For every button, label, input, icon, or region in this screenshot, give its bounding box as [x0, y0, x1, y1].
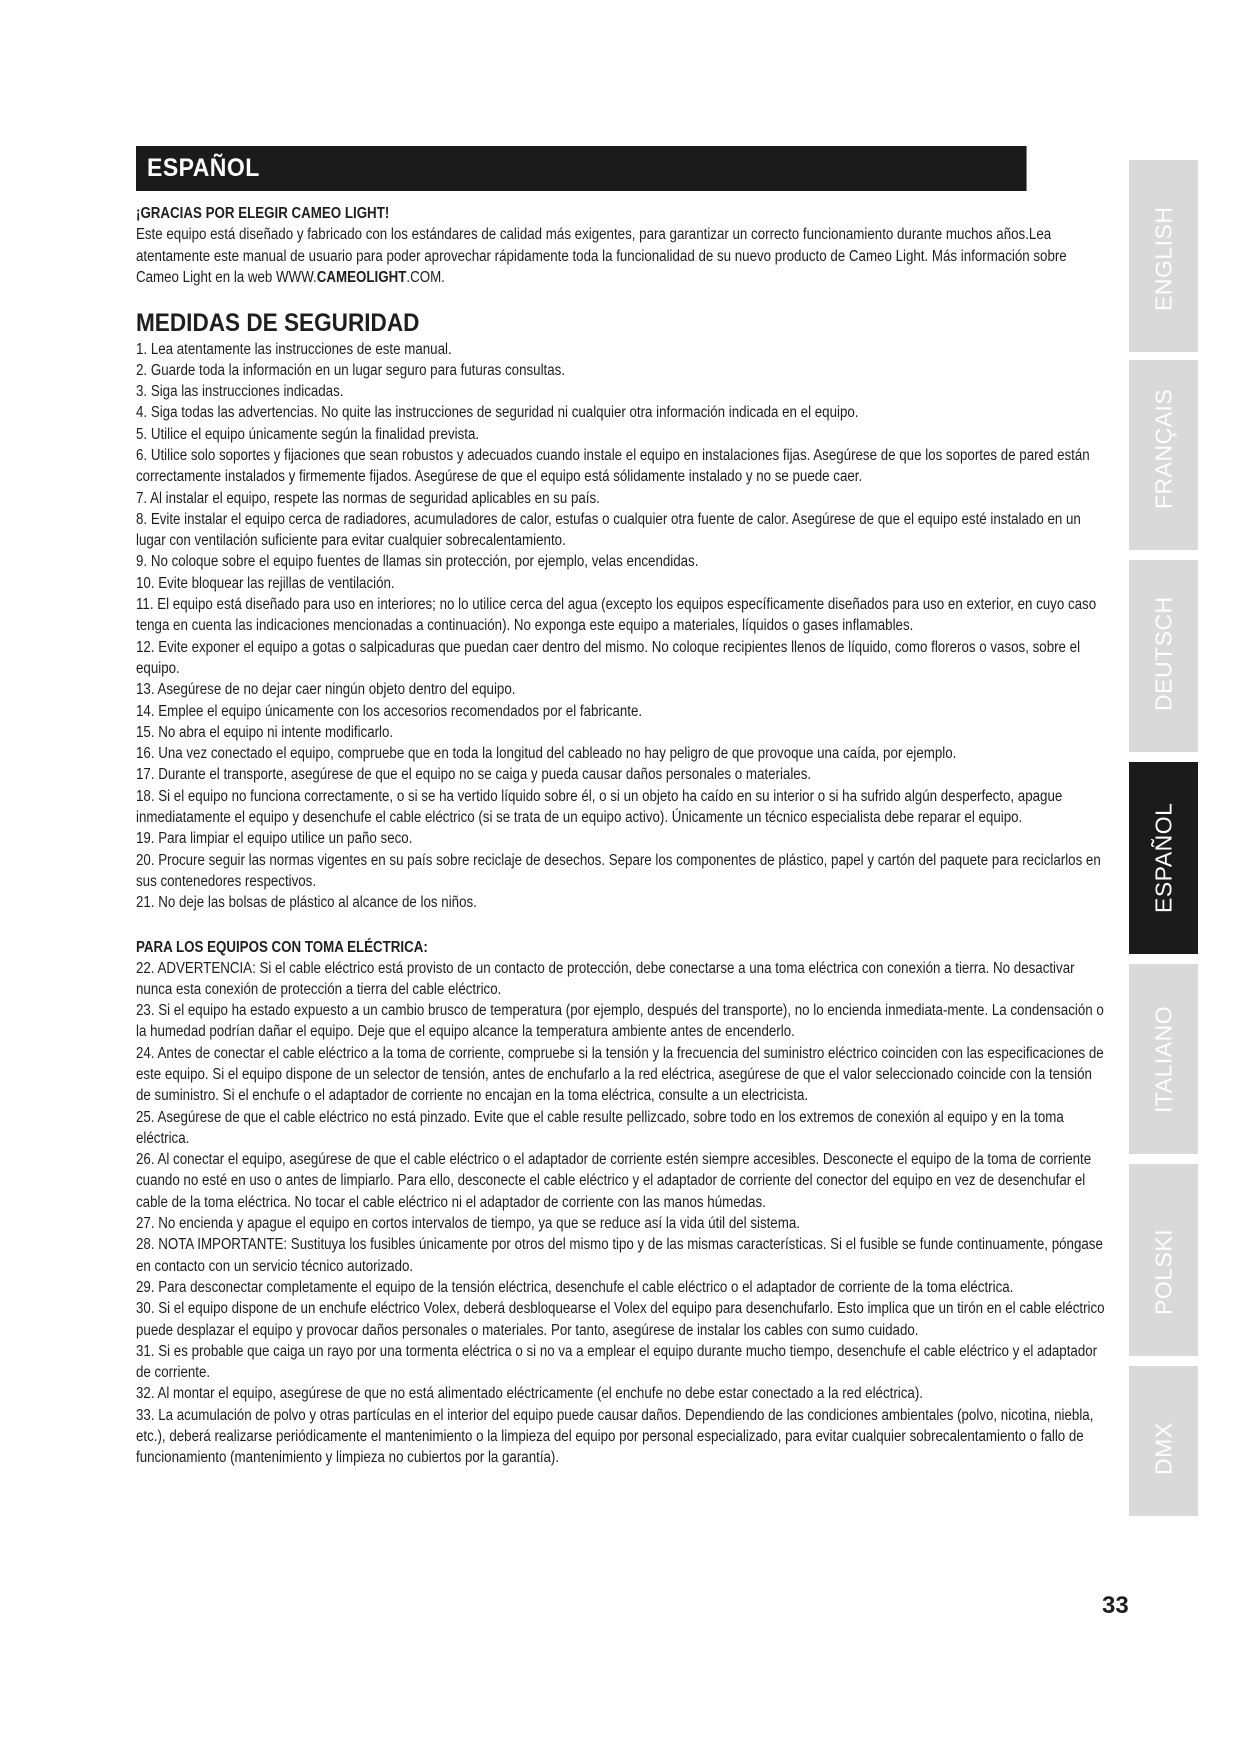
list-item: 3. Siga las instrucciones indicadas.	[136, 383, 344, 401]
list-item: 2. Guarde toda la información en un lugar seguro para futuras consultas.	[136, 361, 566, 379]
list-item: 33. La acumulación de polvo y otras partículas en el interior del equipo puede causar daños. Dependiendo de las condiciones ambientales (polvo, nicotina, niebla, etc.), deberá realizarse periódicamente el mantenimiento o la limpieza del equipo por personal especializado, para evitar cualquier sobrecalentamiento o fallo de funcionamiento (mantenimiento y limpieza no cubiertos por la garantía).	[136, 1406, 1094, 1467]
tab-label: ITALIANO	[1150, 1005, 1176, 1113]
tab-italiano[interactable]	[1129, 964, 1198, 1154]
tab-espanol[interactable]	[1129, 762, 1198, 954]
main-content	[136, 204, 1106, 1469]
list-item: 18. Si el equipo no funciona correctamente, o si se ha vertido líquido sobre él, o si un objeto ha caído en su interior o si ha sufrido algún desperfecto, apague inmediatamente el equipo y desenchufe el cable eléctrico (si se trata de un equipo activo). Únicamente un técnico especialista debe reparar el equipo.	[136, 787, 1063, 827]
list-item: 8. Evite instalar el equipo cerca de radiadores, acumuladores de calor, estufas o cualquier otra fuente de calor. Asegúrese de que el equipo esté instalado en un lugar con ventilación suficiente para evitar cualquier sobrecalentamiento.	[136, 510, 1081, 550]
text-column	[136, 204, 1106, 1469]
list-item: 11. El equipo está diseñado para uso en interiores; no lo utilice cerca del agua (excepto los equipos específicamente diseñados para uso en exterior, en cuyo caso tenga en cuenta las indicaciones mencionadas a continuación). No exponga este equipo a materiales, líquidos o gases inflamables.	[136, 596, 1097, 635]
list-item: 27. No encienda y apague el equipo en cortos intervalos de tiempo, ya que se reduce así la vida útil del sistema.	[136, 1215, 800, 1233]
tab-deutsch[interactable]	[1129, 560, 1198, 752]
electrical-list	[136, 958, 1106, 1469]
list-item: 15. No abra el equipo ni intente modificarlo.	[136, 723, 394, 741]
list-item: 19. Para limpiar el equipo utilice un paño seco.	[136, 830, 413, 848]
tab-label: ENGLISH	[1150, 206, 1176, 311]
list-item: 10. Evite bloquear las rejillas de ventilación.	[136, 574, 395, 592]
intro-text: Este equipo está diseñado y fabricado con los estándares de calidad más exigentes, para garantizar un correcto funcionamiento durante muchos años.Lea atentamente este manual de usuario para poder aprovechar rápidamente toda la funcionalidad de su nuevo producto de Cameo Light. Más información sobre Cameo Light en la web WWW.	[136, 226, 1067, 286]
list-item: 29. Para desconectar completamente el equipo de la tensión eléctrica, desenchufe el cable eléctrico o el adaptador de corriente de la toma eléctrica.	[136, 1278, 1014, 1296]
tab-english[interactable]	[1129, 160, 1198, 352]
list-item: 22. ADVERTENCIA: Si el cable eléctrico está provisto de un contacto de protección, debe conectarse a una toma eléctrica con conexión a tierra. No desactivar nunca esta conexión de protección a tierra del cable eléctrico.	[136, 959, 1075, 998]
electrical-heading: PARA LOS EQUIPOS CON TOMA ELÉCTRICA:	[136, 938, 428, 956]
list-item: 6. Utilice solo soportes y fijaciones que sean robustos y adecuados cuando instale el equipo en instalaciones fijas. Asegúrese de que los soportes de pared están correctamente instalados y firmemente fijados. Asegúrese de que el equipo está sólidamente instalado y no se puede caer.	[136, 446, 1090, 486]
list-item: 23. Si el equipo ha estado expuesto a un cambio brusco de temperatura (por ejemplo, después del transporte), no lo encienda inmediata-mente. La condensación o la humedad podrían dañar el equipo. Deje que el equipo alcance la temperatura ambiente antes de encenderlo.	[136, 1002, 1104, 1041]
list-item: 12. Evite exponer el equipo a gotas o salpicaduras que puedan caer dentro del mismo. No coloque recipientes llenos de líquido, como floreros o vasos, sobre el equipo.	[136, 638, 1081, 677]
tab-francais[interactable]	[1129, 360, 1198, 550]
list-item: 4. Siga todas las advertencias. No quite las instrucciones de seguridad ni cualquier otra información indicada en el equipo.	[136, 404, 859, 422]
section-title: ESPAÑOL	[147, 154, 260, 182]
list-item: 24. Antes de conectar el cable eléctrico a la toma de corriente, compruebe si la tensión y la frecuencia del suministro eléctrico coinciden con las especificaciones de este equipo. Si el equipo dispone de un selector de tensión, antes de enchufarlo a la red eléctrica, asegúrese de que el valor seleccionado coincide con la tensión de suministro. Si el enchufe o el adaptador de corriente no encajan en la toma eléctrica, consulte a un electricista.	[136, 1044, 1104, 1105]
list-item: 13. Asegúrese de no dejar caer ningún objeto dentro del equipo.	[136, 681, 516, 699]
list-item: 25. Asegúrese de que el cable eléctrico no está pinzado. Evite que el cable resulte pellizcado, sobre todo en los extremos de conexión al equipo y en la toma eléctrica.	[136, 1108, 1064, 1147]
list-item: 1. Lea atentamente las instrucciones de este manual.	[136, 340, 452, 358]
tab-label: DEUTSCH	[1150, 596, 1176, 711]
list-item: 32. Al montar el equipo, asegúrese de que no está alimentado eléctricamente (el enchufe no debe estar conectado a la red eléctrica).	[136, 1385, 923, 1403]
tab-polski[interactable]	[1129, 1164, 1198, 1356]
intro-title: ¡GRACIAS POR ELEGIR CAMEO LIGHT!	[136, 205, 390, 222]
list-item: 5. Utilice el equipo únicamente según la finalidad prevista.	[136, 425, 480, 443]
safety-heading: MEDIDAS DE SEGURIDAD	[136, 308, 420, 337]
list-item: 16. Una vez conectado el equipo, compruebe que en toda la longitud del cableado no hay peligro de que provoque una caída, por ejemplo.	[136, 745, 957, 763]
list-item: 9. No coloque sobre el equipo fuentes de llamas sin protección, por ejemplo, velas encendidas.	[136, 553, 699, 571]
list-item: 30. Si el equipo dispone de un enchufe eléctrico Volex, deberá desbloquearse el Volex del equipo para desenchufarlo. Esto implica que un tirón en el cable eléctrico puede desplazar el equipo y provocar daños personales o materiales. Por tanto, asegúrese de instalar los cables con sumo cuidado.	[136, 1300, 1105, 1339]
list-item: 7. Al instalar el equipo, respete las normas de seguridad aplicables en su país.	[136, 489, 600, 507]
tab-label: FRANÇAIS	[1150, 388, 1176, 509]
intro-paragraph	[136, 224, 1106, 289]
tab-label: DMX	[1150, 1422, 1176, 1475]
list-item: 26. Al conectar el equipo, asegúrese de que el cable eléctrico o el adaptador de corriente estén siempre accesibles. Desconecte el equipo de la toma de corriente cuando no esté en uso o antes de limpiarlo. Para ello, desconecte el cable eléctrico y el adaptador de corriente del conector del equipo en vez de desenchufar el cable de la toma eléctrica. No tocar el cable eléctrico ni el adaptador de corriente con las manos húmedas.	[136, 1151, 1092, 1211]
intro-text-end: .COM.	[406, 269, 445, 286]
intro-brand: CAMEOLIGHT	[316, 269, 407, 286]
tab-label: POLSKI	[1150, 1228, 1176, 1315]
list-item: 21. No deje las bolsas de plástico al alcance de los niños.	[136, 894, 477, 912]
tab-dmx[interactable]	[1129, 1366, 1198, 1516]
list-item: 31. Si es probable que caiga un rayo por una tormenta eléctrica o si no va a emplear el equipo durante mucho tiempo, desenchufe el cable eléctrico y el adaptador de corriente.	[136, 1342, 1098, 1382]
list-item: 14. Emplee el equipo únicamente con los accesorios recomendados por el fabricante.	[136, 702, 643, 720]
tab-label: ESPAÑOL	[1150, 802, 1176, 913]
safety-list	[136, 339, 1106, 914]
list-item: 17. Durante el transporte, asegúrese de que el equipo no se caiga y pueda causar daños personales o materiales.	[136, 766, 812, 784]
page-number: 33	[1102, 1592, 1129, 1619]
list-item: 28. NOTA IMPORTANTE: Sustituya los fusibles únicamente por otros del mismo tipo y de las mismas características. Si el fusible se funde continuamente, póngase en contacto con un servicio técnico autorizado.	[136, 1236, 1103, 1275]
section-header	[136, 146, 1027, 191]
list-item: 20. Procure seguir las normas vigentes en su país sobre reciclaje de desechos. Separe los componentes de plástico, papel y cartón del paquete para reciclarlos en sus contenedores respectivos.	[136, 851, 1101, 890]
